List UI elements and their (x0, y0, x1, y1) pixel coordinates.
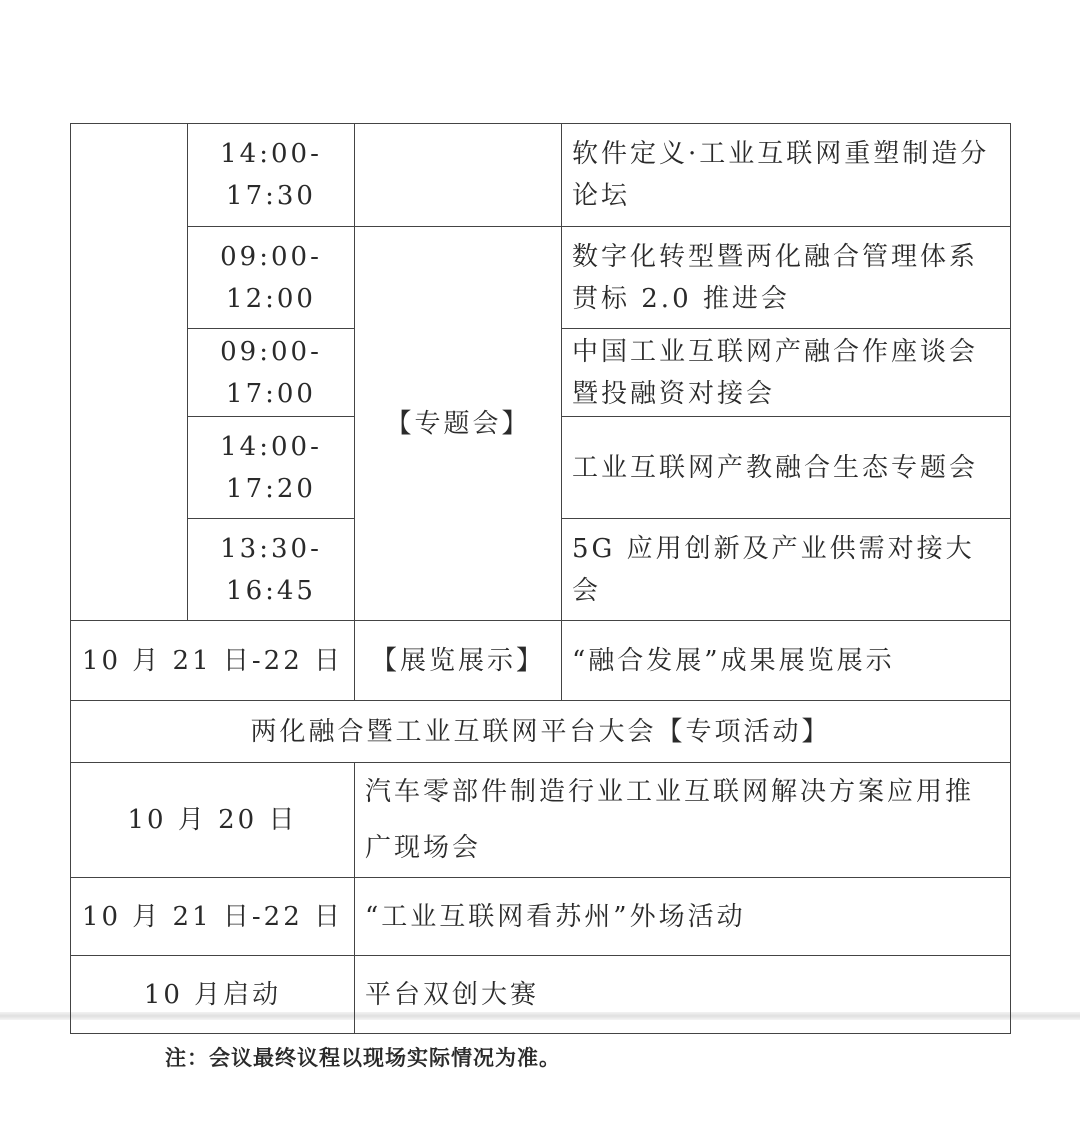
table-row (71, 763, 1011, 878)
event-cell: 工业互联网产教融合生态专题会 (562, 417, 1011, 519)
time-cell: 14:00-17:20 (188, 417, 355, 519)
platform-section-header: 两化融合暨工业互联网平台大会【专项活动】 (71, 701, 1011, 763)
event-cell: 5G 应用创新及产业供需对接大会 (562, 519, 1011, 621)
date-cell: 10 月启动 (71, 956, 355, 1034)
blank-category-cell (355, 124, 562, 227)
table-row (71, 878, 1011, 956)
time-cell: 13:30-16:45 (188, 519, 355, 621)
agenda-table (70, 123, 1011, 1034)
event-cell: 平台双创大赛 (355, 956, 1011, 1034)
exhibition-row (71, 621, 1011, 701)
blank-date-cell (71, 124, 188, 621)
event-cell: 汽车零部件制造行业工业互联网解决方案应用推广现场会 (355, 763, 1011, 878)
event-cell: 软件定义·工业互联网重塑制造分论坛 (562, 124, 1011, 227)
event-cell: “工业互联网看苏州”外场活动 (355, 878, 1011, 956)
exhibition-date: 10 月 21 日-22 日 (71, 621, 355, 701)
table-row (71, 956, 1011, 1034)
table-row (71, 124, 1011, 227)
time-cell: 14:00-17:30 (188, 124, 355, 227)
section-header-row (71, 701, 1011, 763)
footnote: 注：会议最终议程以现场实际情况为准。 (165, 1046, 561, 1070)
date-cell: 10 月 20 日 (71, 763, 355, 878)
event-cell: 中国工业互联网产融合作座谈会暨投融资对接会 (562, 329, 1011, 417)
special-meeting-category: 【专题会】 (355, 227, 562, 621)
exhibition-event: “融合发展”成果展览展示 (562, 621, 1011, 701)
exhibition-category: 【展览展示】 (355, 621, 562, 701)
event-cell: 数字化转型暨两化融合管理体系贯标 2.0 推进会 (562, 227, 1011, 329)
time-cell: 09:00-17:00 (188, 329, 355, 417)
table-row (71, 227, 1011, 329)
date-cell: 10 月 21 日-22 日 (71, 878, 355, 956)
time-cell: 09:00-12:00 (188, 227, 355, 329)
